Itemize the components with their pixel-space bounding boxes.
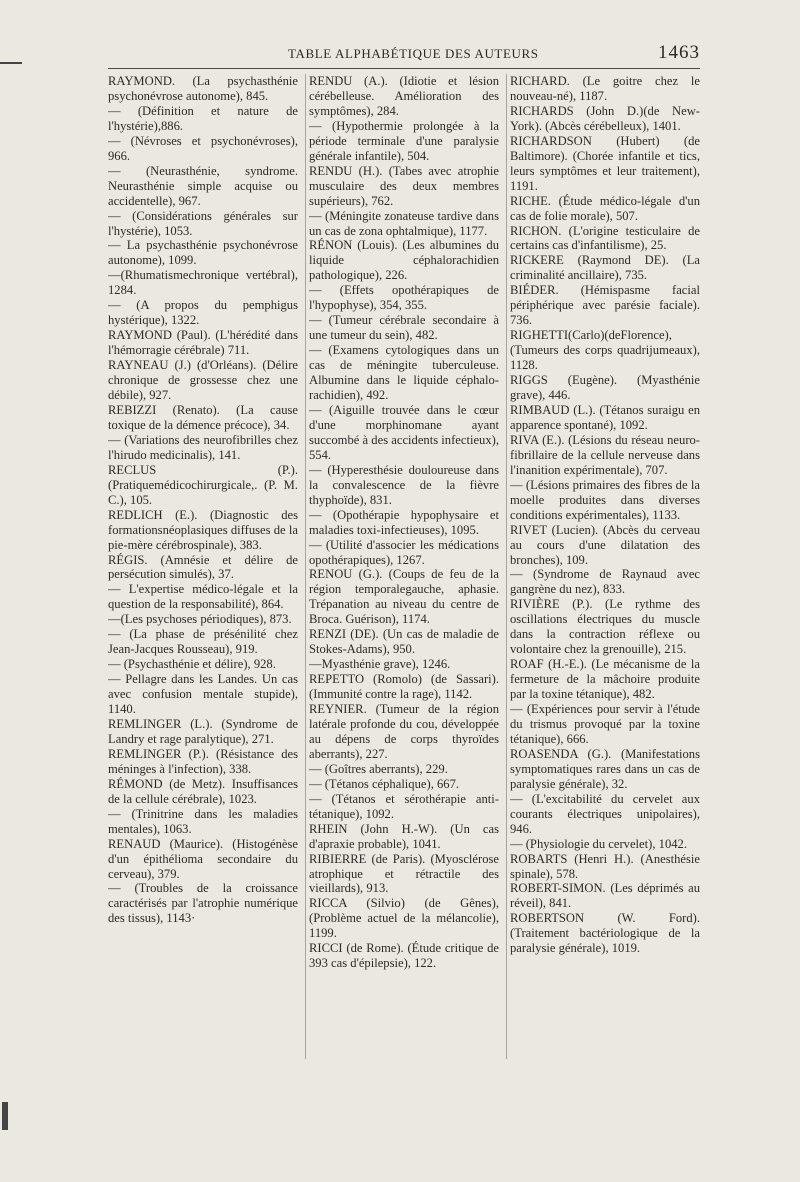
index-entry: RICHARDS (John D.)(de New-York). (Abcès cérébelleux), 1401. [510, 103, 700, 133]
index-entry: — (Physiologie du cervelet), 1042. [510, 836, 687, 851]
index-entry: — (Opothérapie hypophysaire et maladies toxi-infectieuses), 1095. [309, 507, 499, 537]
index-entry: RICHARD. (Le goitre chez le nouveau-né), 1187. [510, 74, 700, 103]
index-entry: ROBERT-SIMON. (Les déprimés au réveil), 841. [510, 881, 700, 911]
index-entry: RIMBAUD (L.). (Tétanos suraigu en apparence spontané), 1092. [510, 402, 700, 432]
index-entry: — (Aiguille trouvée dans le cœur d'une morphinomane ayant succombé à des accidents infectieux), 554. [309, 402, 499, 462]
column-divider [506, 74, 507, 1059]
index-entry: — (Hypothermie prolongée à la période terminale d'une paralysie générale infantile), 504. [309, 118, 499, 163]
index-entry: — (Goîtres aberrants), 229. [309, 761, 448, 776]
index-entry: RÉGIS. (Amnésie et délire de persécution simulés), 37. [108, 552, 298, 582]
index-entry: RIGHETTI(Carlo)(deFlorence), (Tumeurs des corps quadrijumeaux), 1128. [510, 328, 700, 373]
index-entry: — (La phase de présénilité chez Jean-Jacques Rousseau), 919. [108, 627, 298, 657]
index-entry: — (Variations des neurofibrilles chez l'hirudo medicinalis), 141. [108, 432, 298, 462]
index-entry: — L'expertise médico-légale et la question de la responsabilité), 864. [108, 582, 298, 612]
index-entry: REYNIER. (Tumeur de la région latérale profonde du cou, développée au dépens de corps thyroïdes aberrants), 227. [309, 702, 499, 761]
header-rule [108, 68, 700, 69]
column-1 [108, 74, 298, 1064]
index-entry: — (Névroses et psychonévroses), 966. [108, 133, 298, 163]
index-entry: RÉNON (Louis). (Les albumines du liquide céphalorachidien pathologique), 226. [309, 238, 499, 283]
index-entry: — (Définition et nature de l'hystérie),886. [108, 103, 298, 133]
index-entry: RICCI (de Rome). (Étude critique de 393 cas d'épilepsie), 122. [309, 941, 499, 971]
index-columns [108, 74, 700, 1064]
index-entry: RENDU (A.). (Idiotie et lésion cérébelleuse. Amélioration des symptômes), 284. [309, 74, 499, 118]
index-entry: RIVET (Lucien). (Abcès du cerveau au cours d'une dilatation des bronches), 109. [510, 522, 700, 567]
index-entry: REBIZZI (Renato). (La cause toxique de la démence précoce), 34. [108, 402, 298, 432]
index-entry: RICHON. (L'origine testiculaire de certains cas d'infantilisme), 25. [510, 223, 700, 253]
index-entry: REDLICH (E.). (Diagnostic des formationsnéoplasiques diffuses de la pie-mère cérébrospinale), 383. [108, 507, 298, 552]
index-entry: —(Rhumatismechronique vertébral), 1284. [108, 268, 298, 298]
index-entry: RENDU (H.). (Tabes avec atrophie musculaire des deux membres supérieurs), 762. [309, 163, 499, 208]
index-entry: — (Tumeur cérébrale secondaire à une tumeur du sein), 482. [309, 313, 499, 343]
index-entry: RENOU (G.). (Coups de feu de la région temporalegauche, aphasie. Trépanation au niveau du centre de Broca. Guérison), 1174. [309, 567, 499, 627]
index-entry: RICHARDSON (Hubert) (de Baltimore). (Chorée infantile et tics, leurs symptômes et leur traitement), 1191. [510, 133, 700, 193]
index-entry: RIVIÈRE (P.). (Le rythme des oscillations électriques du muscle dans la contraction réflexe ou volontaire chez la grenouille), 215. [510, 597, 700, 657]
index-entry: BIÉDER. (Hémispasme facial périphérique avec parésie faciale). 736. [510, 283, 700, 328]
index-entry: — (A propos du pemphigus hystérique), 1322. [108, 298, 298, 328]
margin-mark [0, 62, 22, 64]
index-entry: REPETTO (Romolo) (de Sassari). (Immunité contre la rage), 1142. [309, 672, 499, 702]
index-entry: — (Effets opothérapiques de l'hypophyse), 354, 355. [309, 283, 499, 313]
margin-mark [2, 1102, 8, 1130]
index-entry: — (Expériences pour servir à l'étude du trismus provoqué par la toxine tétanique), 666. [510, 702, 700, 746]
index-entry: RIBIERRE (de Paris). (Myosclérose atrophique et rétractile des vieillards), 913. [309, 851, 499, 896]
index-entry: RICCA (Silvio) (de Gênes), (Problème actuel de la mélancolie), 1199. [309, 896, 499, 941]
index-entry: REMLINGER (P.). (Résistance des méninges à l'infection), 338. [108, 746, 298, 776]
index-entry: RICHE. (Étude médico-légale d'un cas de folie morale), 507. [510, 193, 700, 223]
index-entry: — (Lésions primaires des fibres de la moelle produites dans diverses conditions expérimentales), 1133. [510, 477, 700, 522]
column-divider [305, 74, 306, 1059]
index-entry: — (Tétanos et sérothérapie anti-tétanique), 1092. [309, 791, 499, 821]
index-entry: RAYMOND. (La psychasthénie psychonévrose autonome), 845. [108, 74, 298, 103]
index-entry: RENZI (DE). (Un cas de maladie de Stokes-Adams), 950. [309, 627, 499, 657]
index-entry: RECLUS (P.). (Pratiquemédicochirurgicale,. (P. M. C.), 105. [108, 462, 298, 507]
index-entry: RENAUD (Maurice). (Histogénèse d'un épithélioma secondaire du cerveau), 379. [108, 836, 298, 881]
index-entry: ROBERTSON (W. Ford). (Traitement bactériologique de la paralysie générale), 1019. [510, 911, 700, 956]
index-entry: RAYNEAU (J.) (d'Orléans). (Délire chronique de grossesse chez une débile), 927. [108, 358, 298, 403]
index-entry: — (Examens cytologiques dans un cas de méningite tuberculeuse. Albumine dans le liquide céphalo-rachidien), 492. [309, 343, 499, 403]
index-entry: — Pellagre dans les Landes. Un cas avec confusion mentale stupide), 1140. [108, 672, 298, 717]
page-header [110, 42, 700, 64]
column-2 [309, 74, 499, 1064]
index-entry: RIGGS (Eugène). (Myasthénie grave), 446. [510, 373, 700, 403]
index-entry: ROAF (H.-E.). (Le mécanisme de la fermeture de la mâchoire produite par la toxine tétanique), 482. [510, 657, 700, 702]
index-entry: — (L'excitabilité du cervelet aux courants électriques unipolaires), 946. [510, 791, 700, 836]
index-entry: REMLINGER (L.). (Syndrome de Landry et rage paralytique), 271. [108, 716, 298, 746]
running-title: TABLE ALPHABÉTIQUE DES AUTEURS [288, 46, 539, 61]
index-entry: — (Psychasthénie et délire), 928. [108, 657, 276, 672]
index-entry: — (Neurasthénie, syndrome. Neurasthénie simple acquise ou accidentelle), 967. [108, 163, 298, 208]
index-entry: ROASENDA (G.). (Manifestations symptomatiques rares dans un cas de paralysie générale), 32. [510, 746, 700, 791]
index-entry: — (Syndrome de Raynaud avec gangrène du nez), 833. [510, 567, 700, 597]
column-3 [510, 74, 700, 1064]
index-entry: RIVA (E.). (Lésions du réseau neuro-fibrillaire de la cellule nerveuse dans l'inanition expérimentale), 707. [510, 432, 700, 477]
index-entry: —Myasthénie grave), 1246. [309, 657, 451, 672]
index-entry: — (Troubles de la croissance caractérisés par l'atrophie numérique des tissus), 1143· [108, 881, 298, 926]
index-entry: — (Considérations générales sur l'hystérie), 1053. [108, 208, 298, 238]
page-number: 1463 [658, 42, 700, 63]
index-entry: — (Hyperesthésie douloureuse dans la convalescence de la fièvre thyphoïde), 831. [309, 462, 499, 507]
index-entry: RICKERE (Raymond DE). (La criminalité ancillaire), 735. [510, 253, 700, 283]
index-entry: — (Utilité d'associer les médications opothérapiques), 1267. [309, 537, 499, 567]
index-entry: —(Les psychoses périodiques), 873. [108, 612, 292, 627]
index-entry: RÉMOND (de Metz). Insuffisances de la cellule cérébrale), 1023. [108, 776, 298, 806]
index-entry: ROBARTS (Henri H.). (Anesthésie spinale), 578. [510, 851, 700, 881]
index-entry: RAYMOND (Paul). (L'hérédité dans l'hémorragie cérébrale) 711. [108, 328, 298, 358]
index-entry: — (Trinitrine dans les maladies mentales), 1063. [108, 806, 298, 836]
index-entry: — La psychasthénie psychonévrose autonome), 1099. [108, 238, 298, 268]
index-entry: — (Méningite zonateuse tardive dans un cas de zona ophtalmique), 1177. [309, 208, 499, 238]
index-entry: RHEIN (John H.-W). (Un cas d'apraxie probable), 1041. [309, 821, 499, 851]
index-entry: — (Tétanos céphalique), 667. [309, 776, 460, 791]
